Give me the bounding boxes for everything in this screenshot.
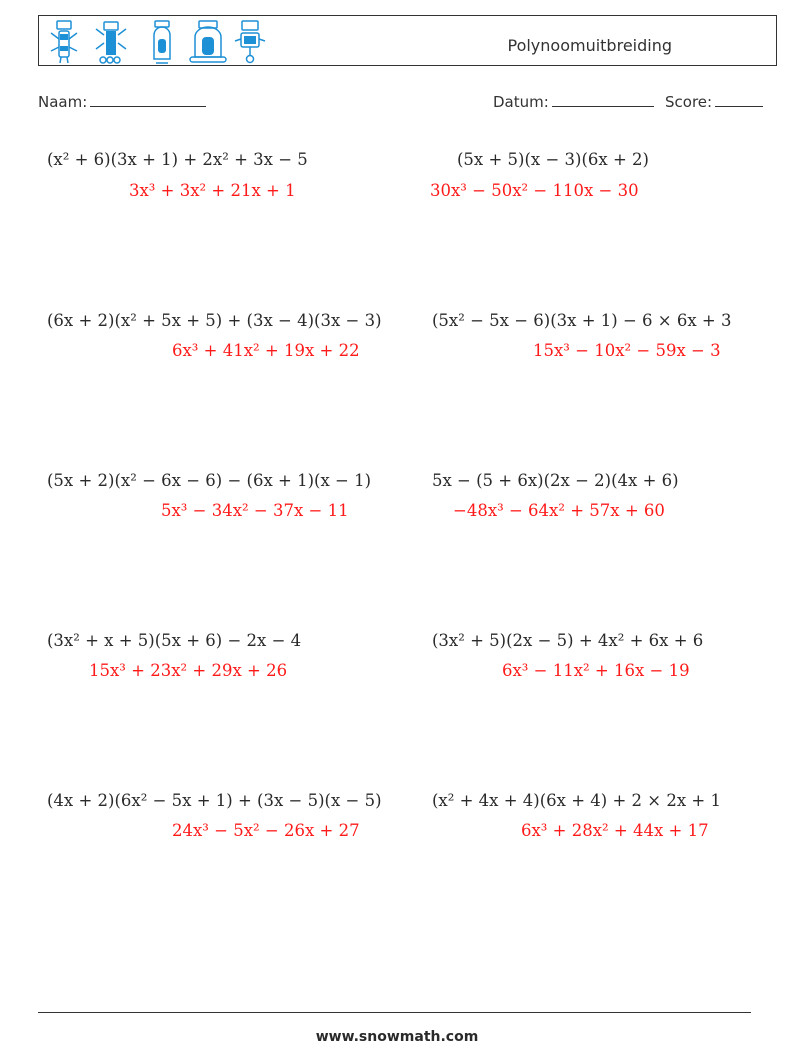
problem-9-question: (4x + 2)(6x² − 5x + 1) + (3x − 5)(x − 5) bbox=[47, 791, 382, 810]
problem-1-question: (x² + 6)(3x + 1) + 2x² + 3x − 5 bbox=[47, 150, 308, 169]
problem-1-answer: 3x³ + 3x² + 21x + 1 bbox=[129, 181, 296, 200]
score-label: Score: bbox=[665, 93, 713, 111]
problem-8-answer: 6x³ − 11x² + 16x − 19 bbox=[502, 661, 690, 680]
robot-arms-icon bbox=[93, 19, 131, 65]
problem-10-answer: 6x³ + 28x² + 44x + 17 bbox=[521, 821, 709, 840]
robot-capsule-icon bbox=[145, 19, 183, 65]
worksheet-title: Polynoomuitbreiding bbox=[507, 36, 672, 55]
problem-7-answer: 15x³ + 23x² + 29x + 26 bbox=[89, 661, 288, 680]
footer-url[interactable]: www.snowmath.com bbox=[315, 1029, 479, 1045]
date-label: Datum: bbox=[493, 93, 549, 111]
score-blank[interactable] bbox=[715, 92, 763, 107]
problem-6-answer: −48x³ − 64x² + 57x + 60 bbox=[453, 501, 665, 520]
problem-4-question: (5x² − 5x − 6)(3x + 1) − 6 × 6x + 3 bbox=[432, 311, 732, 330]
name-blank[interactable] bbox=[90, 92, 206, 107]
problem-3-question: (6x + 2)(x² + 5x + 5) + (3x − 4)(3x − 3) bbox=[47, 311, 382, 330]
problem-5-answer: 5x³ − 34x² − 37x − 11 bbox=[161, 501, 349, 520]
robot-wheel-icon bbox=[233, 19, 271, 65]
problem-6-question: 5x − (5 + 6x)(2x − 2)(4x + 6) bbox=[432, 471, 679, 490]
date-field bbox=[493, 92, 654, 111]
problem-8-question: (3x² + 5)(2x − 5) + 4x² + 6x + 6 bbox=[432, 631, 704, 650]
name-label: Naam: bbox=[38, 93, 88, 111]
score-field bbox=[665, 92, 763, 111]
date-blank[interactable] bbox=[552, 92, 654, 107]
name-field bbox=[38, 92, 206, 111]
problem-5-question: (5x + 2)(x² − 6x − 6) − (6x + 1)(x − 1) bbox=[47, 471, 372, 490]
worksheet-header bbox=[38, 15, 777, 66]
problem-2-answer: 30x³ − 50x² − 110x − 30 bbox=[430, 181, 639, 200]
robot-antenna-icon bbox=[47, 19, 85, 65]
problem-4-answer: 15x³ − 10x² − 59x − 3 bbox=[533, 341, 721, 360]
problem-3-answer: 6x³ + 41x² + 19x + 22 bbox=[172, 341, 360, 360]
problem-7-question: (3x² + x + 5)(5x + 6) − 2x − 4 bbox=[47, 631, 302, 650]
footer-divider bbox=[38, 1012, 751, 1013]
problem-9-answer: 24x³ − 5x² − 26x + 27 bbox=[172, 821, 360, 840]
problem-2-question: (5x + 5)(x − 3)(6x + 2) bbox=[457, 150, 649, 169]
robot-tank-icon bbox=[187, 19, 231, 65]
problem-10-question: (x² + 4x + 4)(6x + 4) + 2 × 2x + 1 bbox=[432, 791, 721, 810]
